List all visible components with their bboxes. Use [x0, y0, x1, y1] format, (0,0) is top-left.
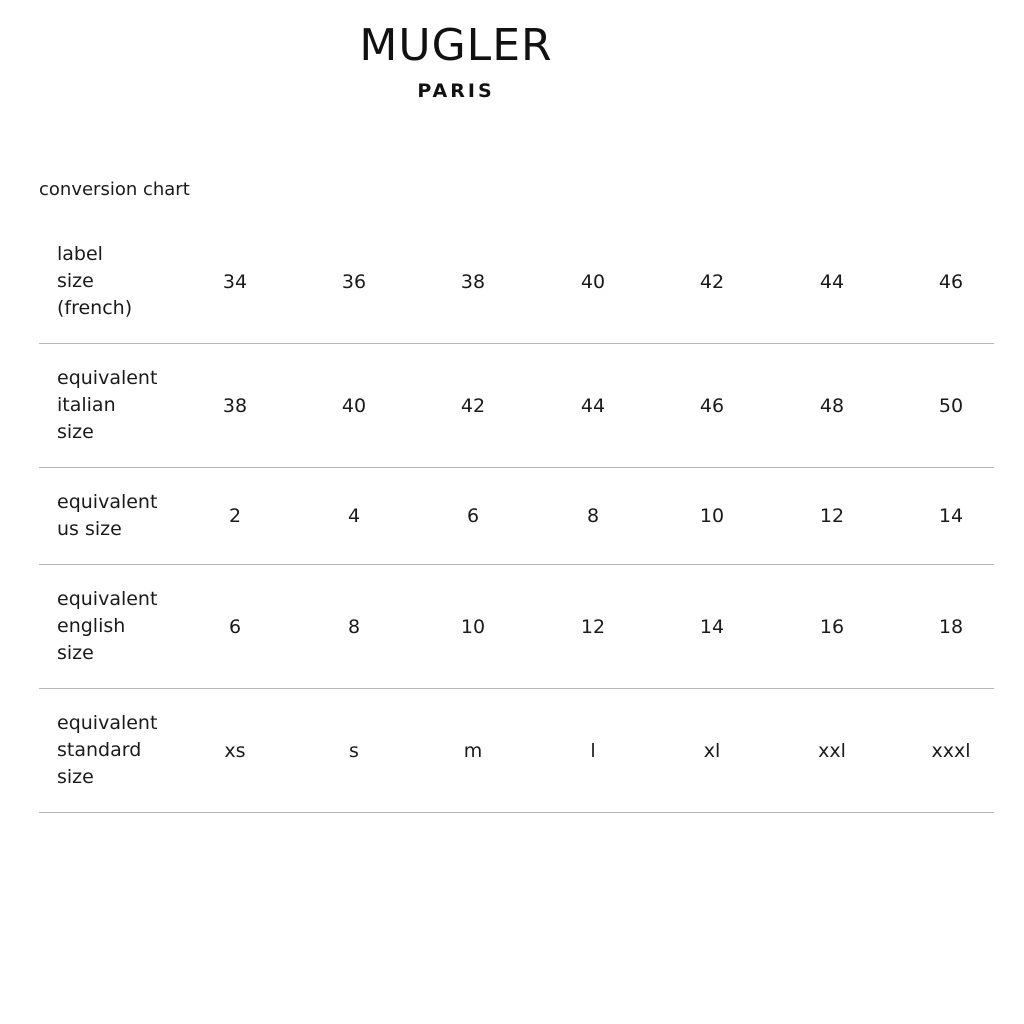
- table-cell: 16: [819, 615, 845, 638]
- row-label: label size (french): [57, 243, 133, 319]
- brand-name: MUGLER: [359, 20, 553, 71]
- table-cell: xl: [703, 739, 721, 762]
- row-label: equivalent standard size: [57, 712, 158, 788]
- table-cell: 40: [580, 270, 606, 293]
- table-cell: 14: [699, 615, 725, 638]
- table-row: [39, 220, 994, 344]
- row-label: equivalent italian size: [57, 367, 158, 443]
- table-cell: 42: [460, 394, 486, 417]
- table-cell: 14: [938, 505, 964, 527]
- row-values: [175, 344, 994, 467]
- table-cell: 38: [460, 270, 486, 293]
- table-cell: 38: [222, 394, 248, 417]
- brand-subtitle: PARIS: [417, 80, 495, 102]
- row-values: [175, 220, 994, 343]
- table-cell: 10: [699, 505, 725, 527]
- row-label: equivalent us size: [57, 491, 158, 540]
- table-cell: 12: [580, 615, 606, 638]
- table-cell: xs: [224, 739, 246, 762]
- table-cell: 8: [347, 615, 361, 638]
- table-cell: xxl: [818, 739, 846, 762]
- table-cell: 46: [938, 270, 964, 293]
- table-row: [39, 344, 994, 468]
- table-cell: 44: [819, 270, 845, 293]
- table-cell: 18: [938, 615, 964, 638]
- table-cell: 10: [460, 615, 486, 638]
- table-cell: xxxl: [931, 739, 971, 762]
- table-cell: 44: [580, 394, 606, 417]
- table-cell: 34: [222, 270, 248, 293]
- row-values: [175, 689, 994, 812]
- table-cell: 6: [466, 505, 480, 527]
- brand-logo: [0, 0, 1024, 120]
- table-row: [39, 689, 994, 813]
- size-conversion-table: [39, 220, 994, 813]
- table-cell: 8: [586, 505, 600, 527]
- table-cell: s: [349, 739, 359, 762]
- table-cell: m: [463, 739, 483, 762]
- table-cell: 48: [819, 394, 845, 417]
- table-cell: 4: [347, 505, 361, 527]
- table-cell: 46: [699, 394, 725, 417]
- table-cell: 6: [228, 615, 242, 638]
- table-cell: 40: [341, 394, 367, 417]
- table-cell: 42: [699, 270, 725, 293]
- table-cell: 50: [938, 394, 964, 417]
- table-cell: 12: [819, 505, 845, 527]
- row-values: [175, 565, 994, 688]
- table-cell: l: [590, 739, 596, 762]
- row-values: [175, 468, 994, 564]
- table-row: [39, 565, 994, 689]
- table-cell: 2: [228, 505, 242, 527]
- row-label: equivalent english size: [57, 588, 158, 664]
- chart-title: conversion chart: [39, 179, 190, 200]
- table-cell: 36: [341, 270, 367, 293]
- table-row: [39, 468, 994, 565]
